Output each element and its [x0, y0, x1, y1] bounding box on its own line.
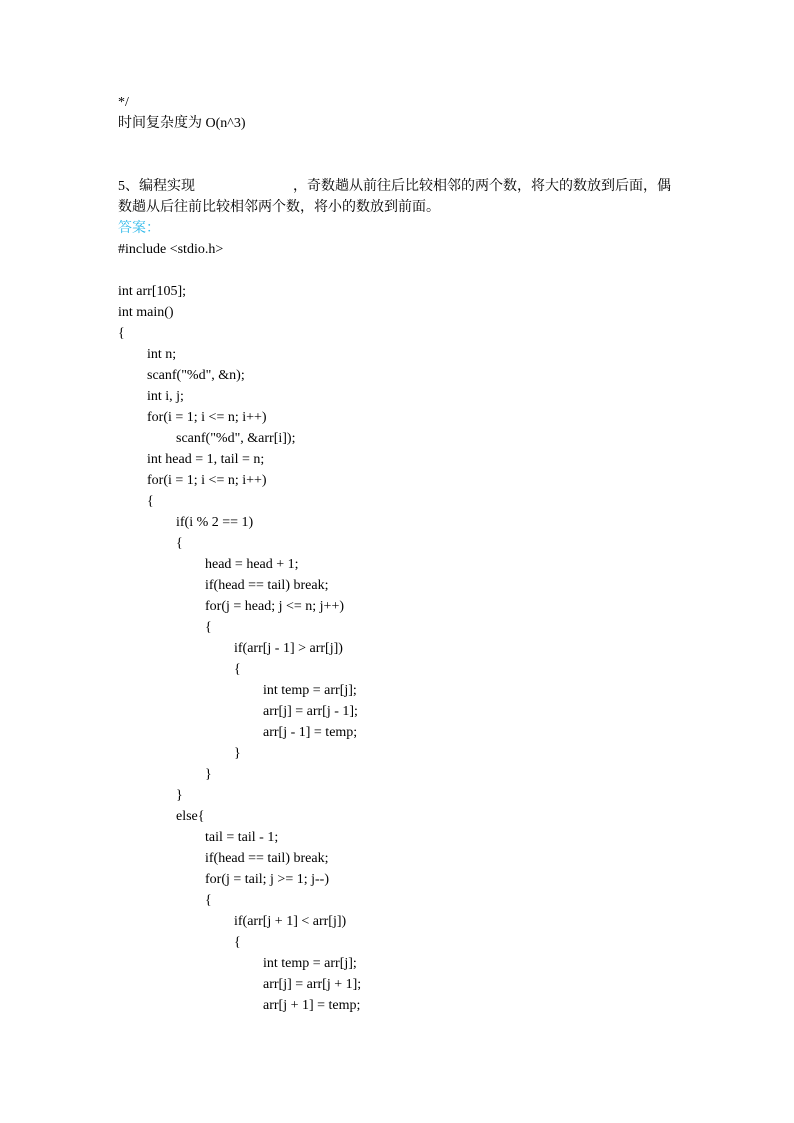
- question-paragraph: [118, 176, 676, 218]
- code-line: int temp = arr[j];: [263, 956, 357, 971]
- code-line: arr[j] = arr[j + 1];: [263, 977, 362, 992]
- code-line: if(arr[j - 1] > arr[j]): [234, 641, 343, 656]
- code-block: [118, 281, 676, 1016]
- code-line: for(i = 1; i <= n; i++): [147, 473, 267, 488]
- code-line: int i, j;: [147, 389, 184, 404]
- code-line: int head = 1, tail = n;: [147, 452, 265, 467]
- code-line: {: [205, 893, 212, 908]
- code-line: int n;: [147, 347, 177, 362]
- code-line: head = head + 1;: [205, 557, 299, 572]
- code-line: for(i = 1; i <= n; i++): [147, 410, 267, 425]
- code-line: for(j = head; j <= n; j++): [205, 599, 345, 614]
- question-blank-space: [195, 189, 293, 190]
- code-line: int main(): [118, 305, 174, 320]
- answer-label: 答案：: [118, 221, 160, 236]
- code-line: if(i % 2 == 1): [176, 515, 254, 530]
- code-line: {: [176, 536, 183, 551]
- comment-close-line: */: [118, 95, 129, 110]
- code-line: arr[j] = arr[j - 1];: [263, 704, 358, 719]
- document-content: [118, 92, 676, 1016]
- code-line: {: [118, 326, 125, 341]
- code-line: for(j = tail; j >= 1; j--): [205, 872, 329, 887]
- code-line: arr[j + 1] = temp;: [263, 998, 361, 1013]
- code-line: if(head == tail) break;: [205, 851, 329, 866]
- question-text: ，奇数趟从前往后比较相邻的两个数，将大的数放到后面，偶数趟从后往前比较相邻两个数，将小的数放到前面。: [118, 179, 671, 215]
- code-line: scanf("%d", &n);: [147, 368, 245, 383]
- include-line: #include <stdio.h>: [118, 242, 224, 257]
- code-line: arr[j - 1] = temp;: [263, 725, 358, 740]
- code-line: {: [147, 494, 154, 509]
- code-line: {: [205, 620, 212, 635]
- code-line: scanf("%d", &arr[i]);: [176, 431, 296, 446]
- code-line: else{: [176, 809, 205, 824]
- code-line: int temp = arr[j];: [263, 683, 357, 698]
- code-line: {: [234, 662, 241, 677]
- code-line: }: [176, 788, 183, 803]
- code-line: if(head == tail) break;: [205, 578, 329, 593]
- code-line: {: [234, 935, 241, 950]
- code-line: if(arr[j + 1] < arr[j]): [234, 914, 347, 929]
- code-line: int arr[105];: [118, 284, 187, 299]
- question-number-prefix: 5、编程实现: [118, 179, 195, 194]
- code-line: }: [205, 767, 212, 782]
- code-line: }: [234, 746, 241, 761]
- code-line: tail = tail - 1;: [205, 830, 279, 845]
- complexity-line: 时间复杂度为 O(n^3): [118, 116, 246, 131]
